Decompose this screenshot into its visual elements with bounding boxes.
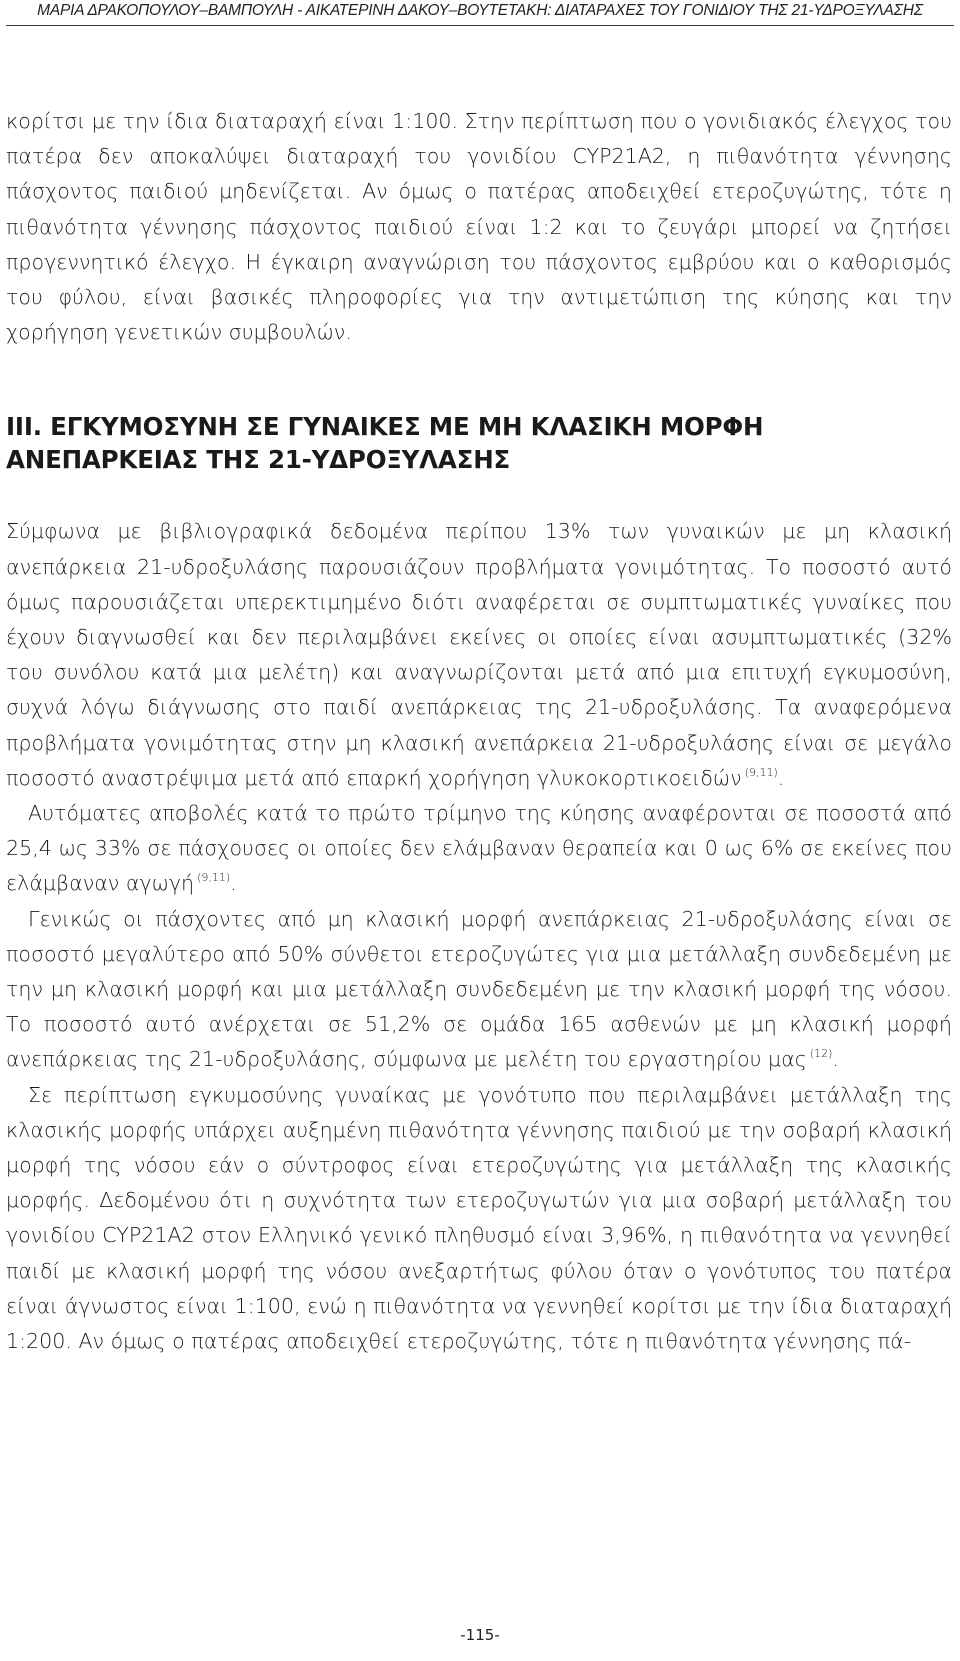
section-heading-line-1: III. ΕΓΚΥΜΟΣΥΝΗ ΣΕ ΓΥΝΑΙΚΕΣ ΜΕ ΜΗ ΚΛΑΣΙΚΗ ΜΟΡΦΗ: [6, 412, 764, 442]
paragraph-text: Γενικώς οι πάσχοντες από μη κλασική μορφή ανεπάρκειας 21-υδροξυλάσης είναι σε ποσοστό μεγαλύτερο από 50% σύνθετοι ετεροζυγώτες για μια μετάλλαξη συνδεδεμένη με την μη κλασική μορφή και μια μετάλλαξη συνδεδεμένη με την κλασική μορφή της νόσου. Το ποσοστό αυτό ανέρχεται σε 51,2% σε ομάδα 165 ασθενών με μη κλασική μορφή ανεπάρκειας της 21-υδροξυλάσης, σύμφωνα με μελέτη του εργαστηρίου μας: [6, 906, 952, 1072]
section-heading-line-2: ΑΝΕΠΑΡΚΕΙΑΣ ΤΗΣ 21-ΥΔΡΟΞΥΛΑΣΗΣ: [6, 445, 511, 475]
citation-reference: (12): [809, 1047, 833, 1061]
header-divider: [6, 25, 954, 26]
running-header: [0, 0, 960, 40]
body-paragraph-2: [6, 796, 952, 902]
paragraph-end: .: [230, 871, 237, 896]
paragraph-end: .: [777, 765, 785, 790]
body-paragraph-1: [6, 514, 952, 796]
paragraph-text: Σε περίπτωση εγκυμοσύνης γυναίκας με γονότυπο που περιλαμβάνει μετάλλαξη της κλασικής μορφής υπάρχει αυξημένη πιθανότητα γέννησης παιδιού με την σοβαρή κλασική μορφή της νόσου εάν ο σύντροφος είναι ετεροζυγώτης για μετάλλαξη της κλασικής μορφής. Δεδομένου ότι η συχνότητα των ετεροζυγωτών για μια σοβαρή μετάλλαξη του γονιδίου CYP21A2 στον Ελληνικό γενικό πληθυσμό είναι 3,96%, η πιθανότητα να γεννηθεί παιδί με κλασική μορφή της νόσου ανεξαρτήτως φύλου όταν ο γονότυπος του πατέρα είναι άγνωστος είναι 1:100, ενώ η πιθανότητα να γεννηθεί κορίτσι με την ίδια διαταραχή 1:200. Αν όμως ο πατέρας αποδειχθεί ετεροζυγώτης, τότε η πιθανότητα γέννησης πά-: [6, 1082, 952, 1354]
citation-reference: (9,11): [744, 765, 778, 779]
section-heading: [6, 410, 952, 476]
paragraph-text: Σύμφωνα με βιβλιογραφικά δεδομένα περίπου 13% των γυναικών με μη κλασική ανεπάρκεια 21-υδροξυλάσης παρουσιάζουν προβλήματα γονιμότητας. Το ποσοστό αυτό όμως παρουσιάζεται υπερεκτιμημένο διότι αναφέρεται σε συμπτωματικές γυναίκες που έχουν διαγνωσθεί και δεν περιλαμβάνει εκείνες οι οποίες είναι ασυμπτωματικές (32% του συνόλου κατά μια μελέτη) και αναγνωρίζονται μετά από μια επιτυχή εγκυμοσύνη, συχνά λόγω διάγνωσης στο παιδί ανεπάρκειας της 21-υδροξυλάσης. Τα αναφερόμενα προβλήματα γονιμότητας στην μη κλασική ανεπάρκεια 21-υδροξυλάσης είναι σε μεγάλο ποσοστό αναστρέψιμα μετά από επαρκή χορήγηση γλυκοκορτικοειδών: [6, 519, 952, 790]
paragraph-text: Αυτόματες αποβολές κατά το πρώτο τρίμηνο της κύησης αναφέρονται σε ποσοστά από 25,4 ως 33% σε πάσχουσες οι οποίες δεν ελάμβαναν θεραπεία και 0 ως 6% σε εκείνες που ελάμβαναν αγωγή: [6, 801, 952, 896]
paragraph-end: .: [832, 1047, 839, 1072]
intro-paragraph: κορίτσι με την ίδια διαταραχή είναι 1:100. Στην περίπτωση που ο γονιδιακός έλεγχος του πατέρα δεν αποκαλύψει διαταραχή του γονιδίου CYP21A2, η πιθανότητα γέννησης πάσχοντος παιδιού μηδενίζεται. Αν όμως ο πατέρας αποδειχθεί ετεροζυγώτης, τότε η πιθανότητα γέννησης πάσχοντος παιδιού είναι 1:2 και το ζευγάρι μπορεί να ζητήσει προγεννητικό έλεγχο. Η έγκαιρη αναγνώριση του πάσχοντος εμβρύου και ο καθορισμός του φύλου, είναι βασικές πληροφορίες για την αντιμετώπιση της κύησης και την χορήγηση γενετικών συμβουλών.: [6, 109, 952, 345]
page-number: -115-: [460, 1626, 500, 1644]
page-body: [6, 104, 952, 1359]
body-paragraph-3: [6, 902, 952, 1078]
citation-reference: (9,11): [197, 871, 231, 885]
running-header-title: ΜΑΡΙΑ ΔΡΑΚΟΠΟΥΛΟΥ–ΒΑΜΠΟΥΛΗ - ΑΙΚΑΤΕΡΙΝΗ ΔΑΚΟΥ–ΒΟΥΤΕΤΑΚΗ: ΔΙΑΤΑΡΑΧΕΣ ΤΟΥ ΓΟΝΙΔΙΟΥ ΤΗΣ 21-ΥΔΡΟΞΥΛΑΣΗΣ: [37, 2, 923, 19]
body-paragraph-4: [6, 1078, 952, 1360]
